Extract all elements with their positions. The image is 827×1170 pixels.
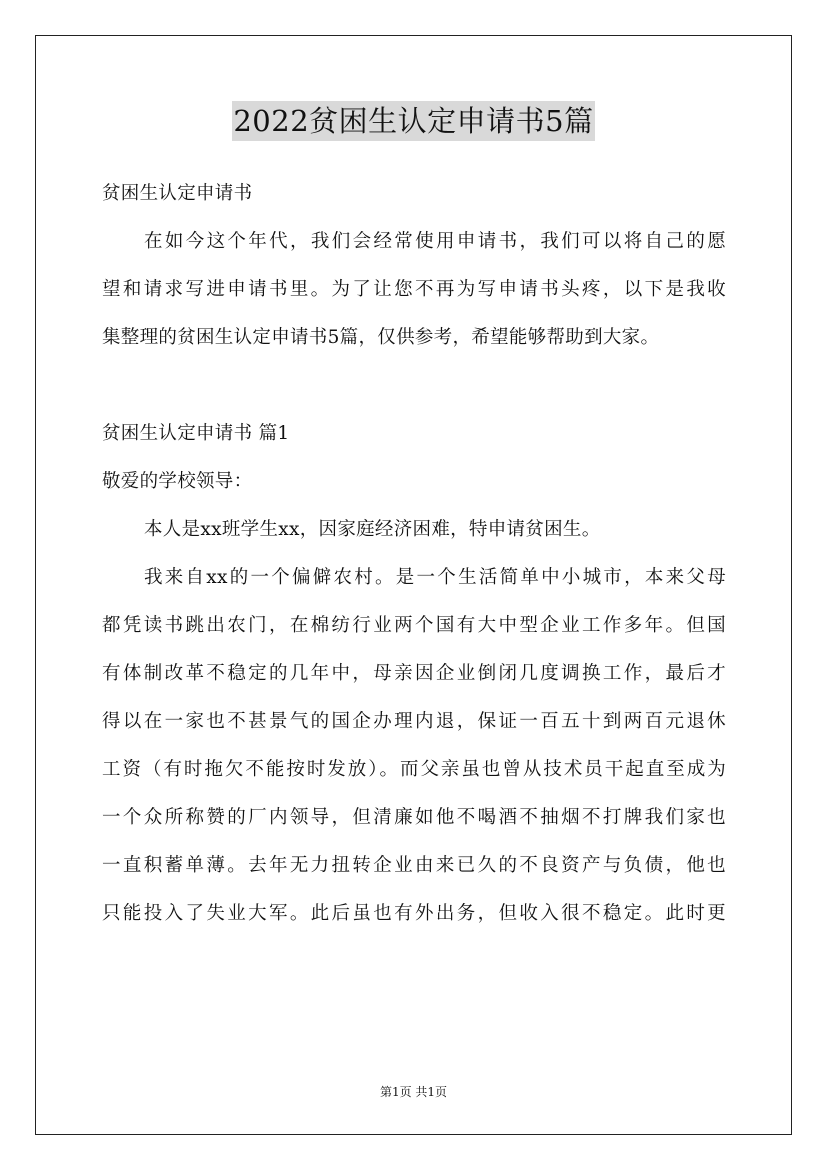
document-body bbox=[102, 170, 726, 938]
text-line: 得以在一家也不甚景气的国企办理内退，保证一百五十到两百元退休 bbox=[102, 711, 726, 732]
text-line: 贫困生认定申请书 篇1 bbox=[102, 423, 290, 444]
text-line: 一直积蓄单薄。去年无力扭转企业由来已久的不良资产与负债，他也 bbox=[102, 855, 726, 876]
text-line: 我来自xx的一个偏僻农村。是一个生活简单中小城市，本来父母 bbox=[144, 567, 726, 588]
text-line: 集整理的贫困生认定申请书5篇，仅供参考，希望能够帮助到大家。 bbox=[102, 327, 660, 348]
text-line: 在如今这个年代，我们会经常使用申请书，我们可以将自己的愿 bbox=[144, 231, 726, 252]
text-line: 工资（有时拖欠不能按时发放）。而父亲虽也曾从技术员干起直至成为 bbox=[102, 759, 726, 780]
text-line: 都凭读书跳出农门，在棉纺行业两个国有大中型企业工作多年。但国 bbox=[102, 615, 726, 636]
text-line: 望和请求写进申请书里。为了让您不再为写申请书头疼，以下是我收 bbox=[102, 279, 726, 300]
text-line: 有体制改革不稳定的几年中，母亲因企业倒闭几度调换工作，最后才 bbox=[102, 663, 726, 684]
text-line: 贫困生认定申请书 bbox=[102, 183, 253, 204]
text-line: 敬爱的学校领导： bbox=[102, 471, 253, 492]
page-footer: 第1页 共1页 bbox=[379, 1085, 448, 1099]
text-line: 一个众所称赞的厂内领导，但清廉如他不喝酒不抽烟不打牌我们家也 bbox=[102, 807, 726, 828]
text-line: 只能投入了失业大军。此后虽也有外出务，但收入很不稳定。此时更 bbox=[102, 903, 726, 924]
paragraph-gap bbox=[102, 362, 726, 410]
text-line: 本人是xx班学生xx，因家庭经济困难，特申请贫困生。 bbox=[144, 519, 601, 540]
title-container bbox=[0, 101, 827, 141]
document-title: 2022贫困生认定申请书5篇 bbox=[232, 101, 594, 141]
